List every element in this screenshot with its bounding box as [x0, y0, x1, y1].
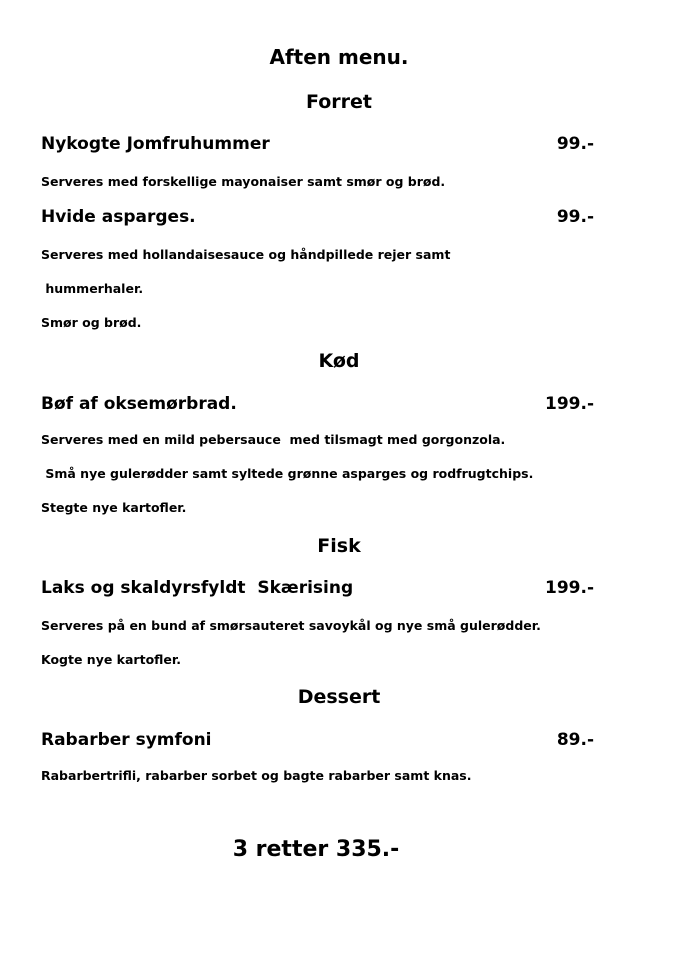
dish-name: Rabarber symfoni — [41, 730, 212, 750]
dish-price: 99.- — [556, 134, 594, 154]
section-heading-fisk: Fisk — [317, 535, 361, 557]
dish-name: Laks og skaldyrsfyldt Skærising — [41, 578, 354, 598]
dish-description: Serveres med forskellige mayonaiser samt smør og brød. — [41, 174, 446, 189]
section-heading-kod: Kød — [318, 350, 360, 372]
dish-description: Serveres med en mild pebersauce med tilsmagt med gorgonzola. — [41, 432, 506, 447]
dish-description: Rabarbertrifli, rabarber sorbet og bagte rabarber samt knas. — [41, 768, 472, 783]
dish-name: Nykogte Jomfruhummer — [41, 134, 270, 154]
section-heading-dessert: Dessert — [297, 686, 381, 708]
menu-set-price: 3 retter 335.- — [232, 837, 400, 862]
dish-price: 89.- — [556, 730, 594, 750]
dish-description: Smør og brød. — [41, 315, 142, 330]
dish-price: 199.- — [545, 394, 594, 414]
dish-description: hummerhaler. — [41, 281, 144, 296]
dish-description: Stegte nye kartofler. — [41, 500, 187, 515]
dish-price: 199.- — [545, 578, 594, 598]
dish-description: Serveres på en bund af smørsauteret savoykål og nye små gulerødder. — [41, 618, 541, 633]
dish-name: Bøf af oksemørbrad. — [41, 394, 237, 414]
dish-price: 99.- — [556, 207, 594, 227]
dish-description: Serveres med hollandaisesauce og håndpillede rejer samt — [41, 247, 451, 262]
dish-name: Hvide asparges. — [41, 207, 196, 227]
dish-description: Kogte nye kartofler. — [41, 652, 182, 667]
dish-description: Små nye gulerødder samt syltede grønne asparges og rodfrugtchips. — [41, 466, 534, 481]
menu-title: Aften menu. — [269, 45, 409, 69]
section-heading-forret: Forret — [306, 91, 372, 113]
